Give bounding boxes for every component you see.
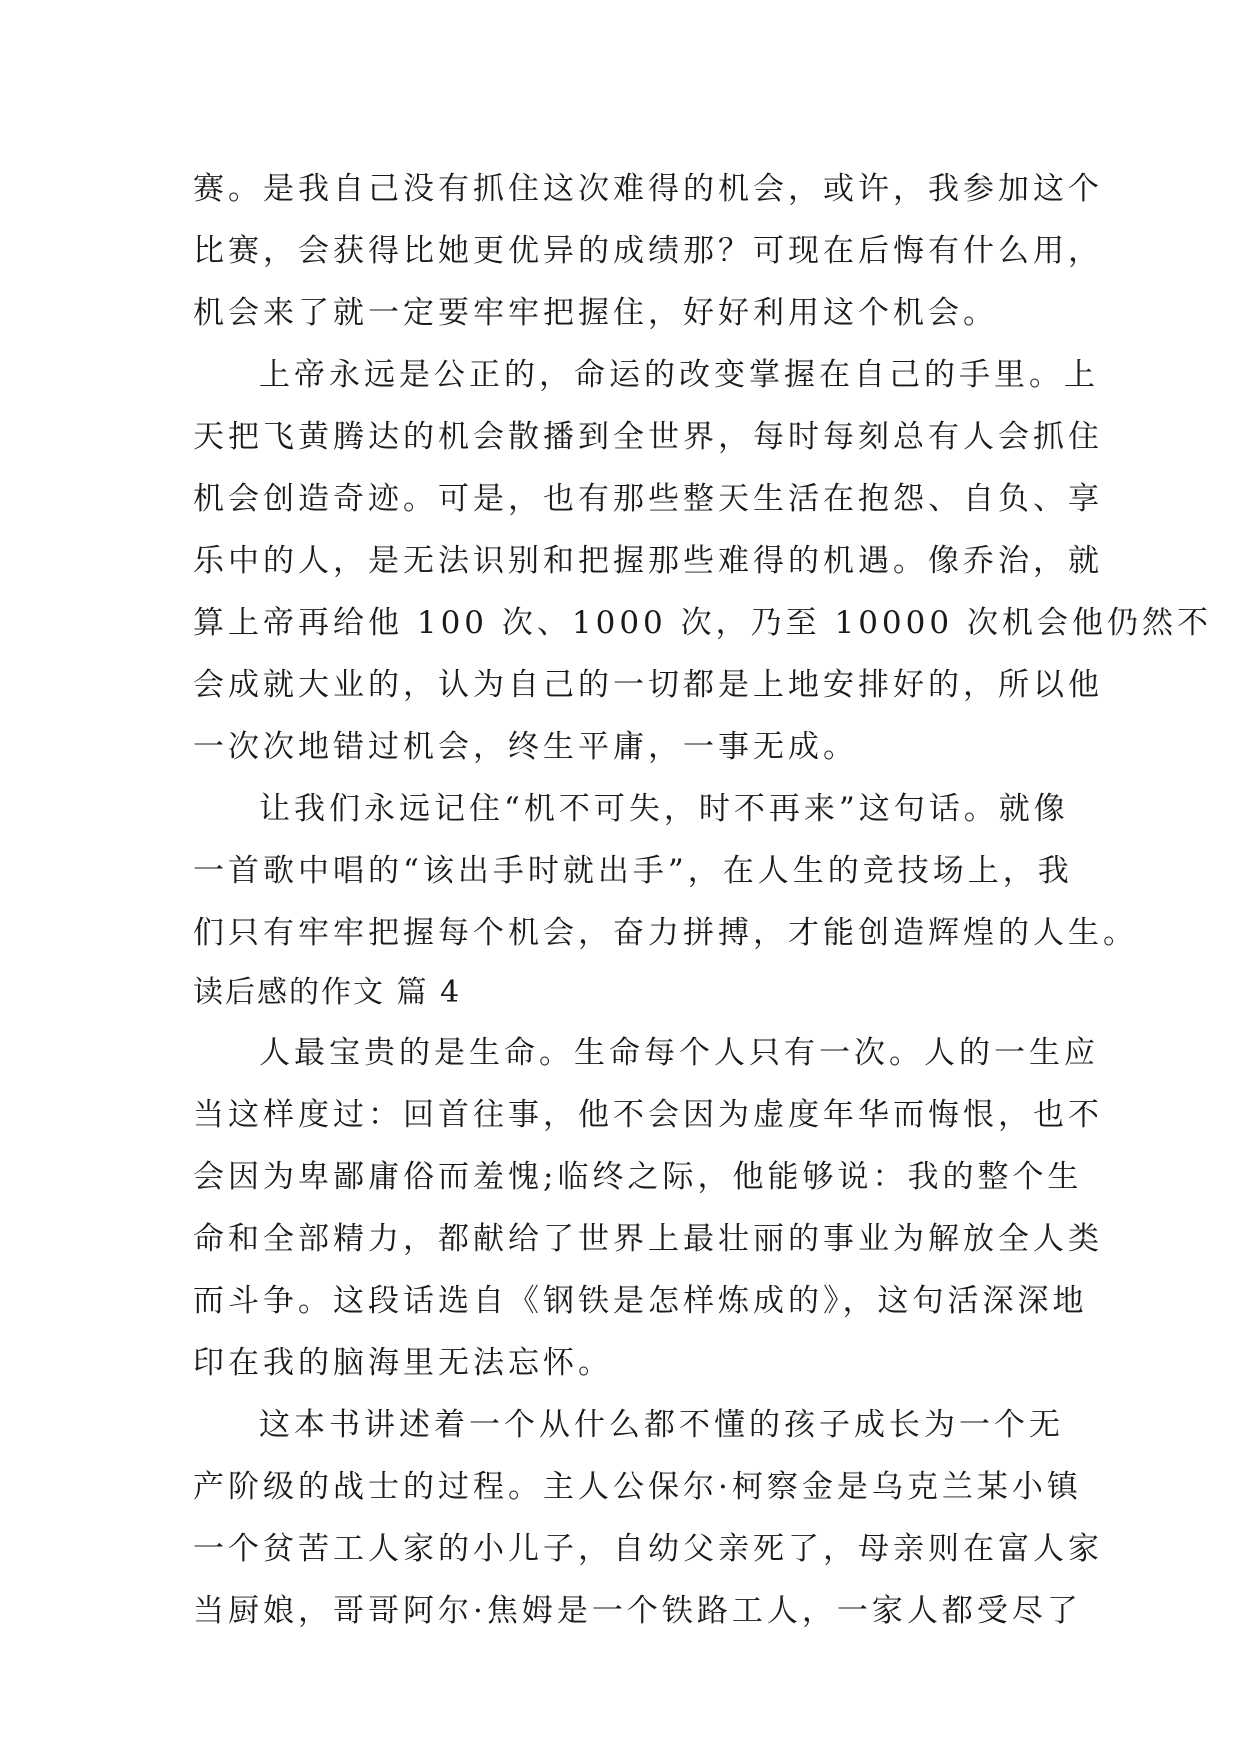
text-line: 一次次地错过机会，终生平庸，一事无成。 (193, 729, 858, 765)
text-line: 一个贫苦工人家的小儿子，自幼父亲死了，母亲则在富人家 (193, 1531, 1103, 1567)
paragraph-3 (193, 778, 1138, 964)
text-line: 上帝永远是公正的，命运的改变掌握在自己的手里。上 (259, 357, 1099, 393)
text-line: 算上帝再给他 100 次、1000 次，乃至 10000 次机会他仍然不 (193, 605, 1212, 641)
text-line: 机会来了就一定要牢牢把握住，好好利用这个机会。 (193, 295, 998, 331)
paragraph-4 (193, 1022, 1103, 1394)
text-line: 当这样度过：回首往事，他不会因为虚度年华而悔恨，也不 (193, 1097, 1103, 1133)
paragraph-2 (193, 344, 1212, 778)
text-line: 一首歌中唱的“该出手时就出手”，在人生的竞技场上，我 (193, 853, 1073, 889)
text-line: 赛。是我自己没有抓住这次难得的机会，或许，我参加这个 (193, 171, 1103, 207)
paragraph-5 (193, 1394, 1103, 1642)
document-page (193, 158, 1212, 1642)
text-line: 们只有牢牢把握每个机会，奋力拼搏，才能创造辉煌的人生。 (193, 915, 1138, 951)
text-line: 比赛，会获得比她更优异的成绩那？可现在后悔有什么用， (193, 233, 1103, 269)
text-line: 天把飞黄腾达的机会散播到全世界，每时每刻总有人会抓住 (193, 419, 1103, 455)
text-line: 人最宝贵的是生命。生命每个人只有一次。人的一生应 (259, 1035, 1099, 1071)
text-line: 当厨娘，哥哥阿尔·焦姆是一个铁路工人，一家人都受尽了 (193, 1593, 1082, 1629)
text-line: 而斗争。这段话选自《钢铁是怎样炼成的》，这句活深深地 (193, 1283, 1088, 1319)
text-line: 机会创造奇迹。可是，也有那些整天生活在抱怨、自负、享 (193, 481, 1103, 517)
text-line: 产阶级的战士的过程。主人公保尔·柯察金是乌克兰某小镇 (193, 1469, 1082, 1505)
text-line: 这本书讲述着一个从什么都不懂的孩子成长为一个无 (259, 1407, 1064, 1443)
text-line: 会因为卑鄙庸俗而羞愧;临终之际，他能够说：我的整个生 (193, 1159, 1083, 1195)
text-line: 让我们永远记住“机不可失，时不再来”这句话。就像 (259, 791, 1069, 827)
paragraph-1 (193, 158, 1103, 344)
section-heading: 读后感的作文 篇 4 (193, 975, 462, 1010)
text-line: 会成就大业的，认为自己的一切都是上地安排好的，所以他 (193, 667, 1103, 703)
text-line: 命和全部精力，都献给了世界上最壮丽的事业为解放全人类 (193, 1221, 1103, 1257)
text-line: 乐中的人，是无法识别和把握那些难得的机遇。像乔治，就 (193, 543, 1103, 579)
text-line: 印在我的脑海里无法忘怀。 (193, 1345, 613, 1381)
